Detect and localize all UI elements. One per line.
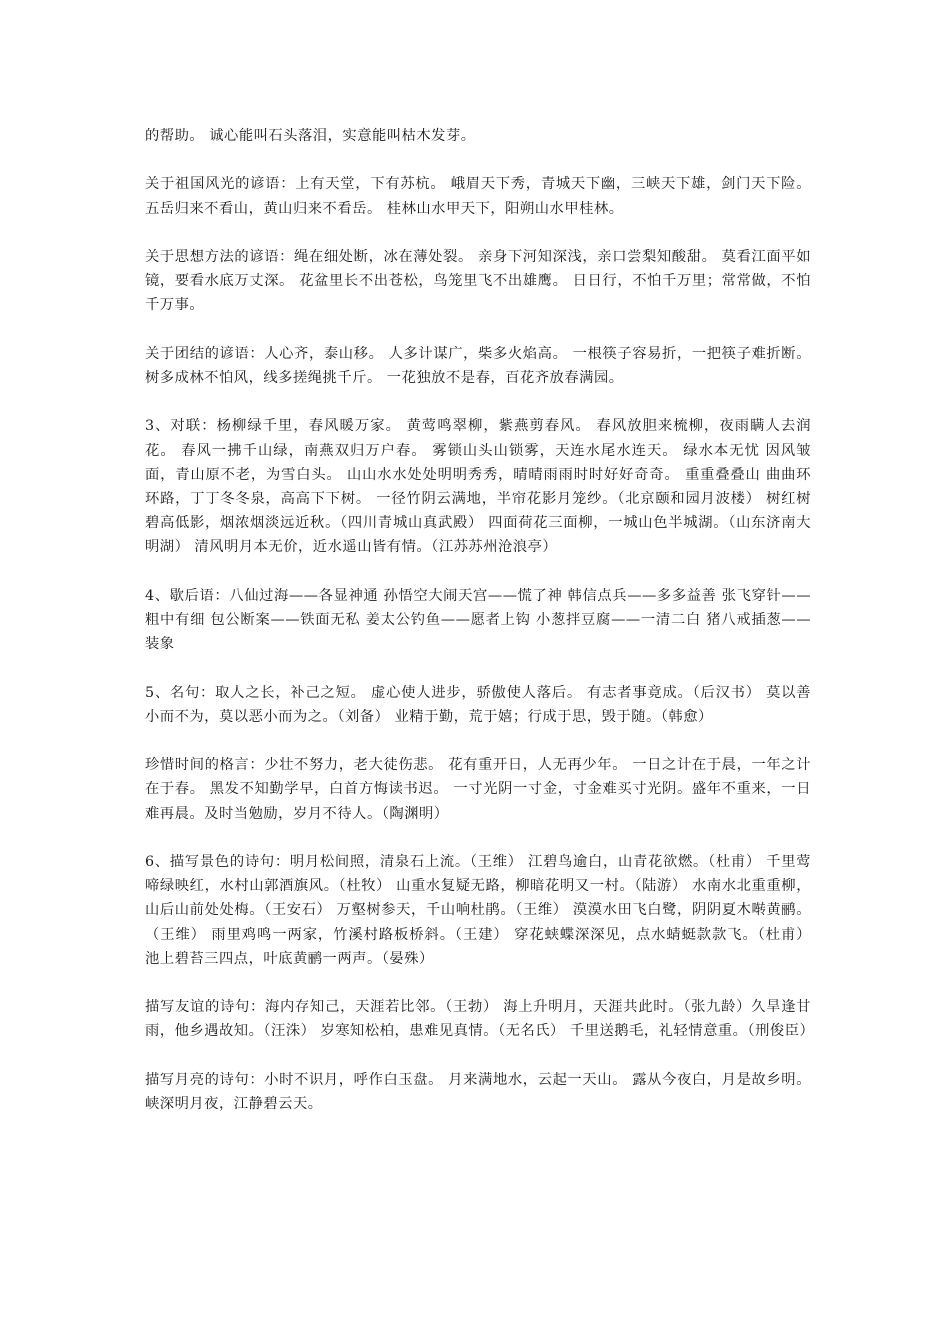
paragraph-3: 关于思想方法的谚语：绳在细处断，冰在薄处裂。 亲身下河知深浅，亲口尝梨知酸甜。 莫看江面平如镜，要看水底万丈深。 花盆里长不出苍松，鸟笼里飞不出雄鹰。 日日行，不怕千万里；常常做，不怕千万事。 — [145, 248, 811, 314]
paragraph-8: 珍惜时间的格言：少壮不努力，老大徒伤悲。 花有重开日，人无再少年。 一日之计在于晨，一年之计在于春。 黑发不知勤学早，白首方悔读书迟。 一寸光阴一寸金，寸金难买寸光阴。盛年不重来，一日难再晨。及时当勉励，岁月不待人。（陶渊明） — [145, 757, 811, 822]
paragraph-7: 5、名句：取人之长，补己之短。 虚心使人进步，骄傲使人落后。 有志者事竟成。（后汉书） 莫以善小而不为，莫以恶小而为之。（刘备） 业精于勤，荒于嬉；行成于思，毁于随。（韩愈） — [145, 684, 811, 725]
paragraph-10: 描写友谊的诗句：海内存知己，天涯若比邻。（王勃） 海上升明月，天涯共此时。（张九龄）久旱逢甘雨，他乡遇故知。（汪洙） 岁寒知松柏，患难见真情。（无名氏） 千里送鹅毛，礼轻情意重。（刑俊臣） — [145, 999, 815, 1040]
paragraph-9: 6、描写景色的诗句：明月松间照，清泉石上流。（王维） 江碧鸟逾白，山青花欲燃。（杜甫） 千里莺啼绿映红，水村山郭酒旗风。（杜牧） 山重水复疑无路，柳暗花明又一村。（陆游） 水南水北重重柳，山后山前处处梅。（王安石） 万壑树参天，千山响杜鹃。（王维） 漠漠水田飞白鹭，阴阴夏木啭黄鹂。（王维） 雨里鸡鸣一两家，竹溪村路板桥斜。（王建） 穿花蛱蝶深深见，点水蜻蜓款款飞。（杜甫） 池上碧苔三四点，叶底黄鹂一两声。（晏殊） — [145, 853, 817, 967]
paragraph-2: 关于祖国风光的谚语：上有天堂，下有苏杭。 峨眉天下秀，青城天下幽，三峡天下雄，剑门天下险。 五岳归来不看山，黄山归来不看岳。 桂林山水甲天下，阳朔山水甲桂林。 — [145, 176, 817, 217]
paragraph-5: 3、对联：杨柳绿千里，春风暖万家。 黄莺鸣翠柳，紫燕剪春风。 春风放胆来梳柳，夜雨瞒人去润花。 春风一拂千山绿，南燕双归万户春。 雾锁山头山锁雾，天连水尾水连天。 绿水本无忧 因风皱面，青山原不老，为雪白头。 山山水水处处明明秀秀，晴晴雨雨时时好好奇奇。 重重叠叠山 曲曲环环路，丁丁冬冬泉，高高下下树。 一径竹阴云满地，半帘花影月笼纱。（北京颐和园月波楼） 树红树碧高低影，烟浓烟淡远近秋。（四川青城山真武殿） 四面荷花三面柳，一城山色半城湖。（山东济南大明湖） 清风明月本无价，近水遥山皆有情。（江苏苏州沧浪亭） — [145, 418, 811, 556]
paragraph-4: 关于团结的谚语：人心齐，泰山移。 人多计谋广，柴多火焰高。 一根筷子容易折，一把筷子难折断。 树多成林不怕风，线多搓绳挑千斤。 一花独放不是春，百花齐放春满园。 — [145, 345, 817, 386]
paragraph-1: 的帮助。 诚心能叫石头落泪，实意能叫枯木发芽。 — [145, 128, 476, 144]
document-body — [145, 124, 817, 1140]
paragraph-11: 描写月亮的诗句：小时不识月，呼作白玉盘。 月来满地水，云起一天山。 露从今夜白，月是故乡明。 峡深明月夜，江静碧云天。 — [145, 1071, 817, 1112]
paragraph-6: 4、歇后语：八仙过海——各显神通 孙悟空大闹天宫——慌了神 韩信点兵——多多益善 张飞穿针——粗中有细 包公断案——铁面无私 姜太公钓鱼——愿者上钩 小葱拌豆腐——一清二白 猪八戒插葱——装象 — [145, 587, 811, 653]
